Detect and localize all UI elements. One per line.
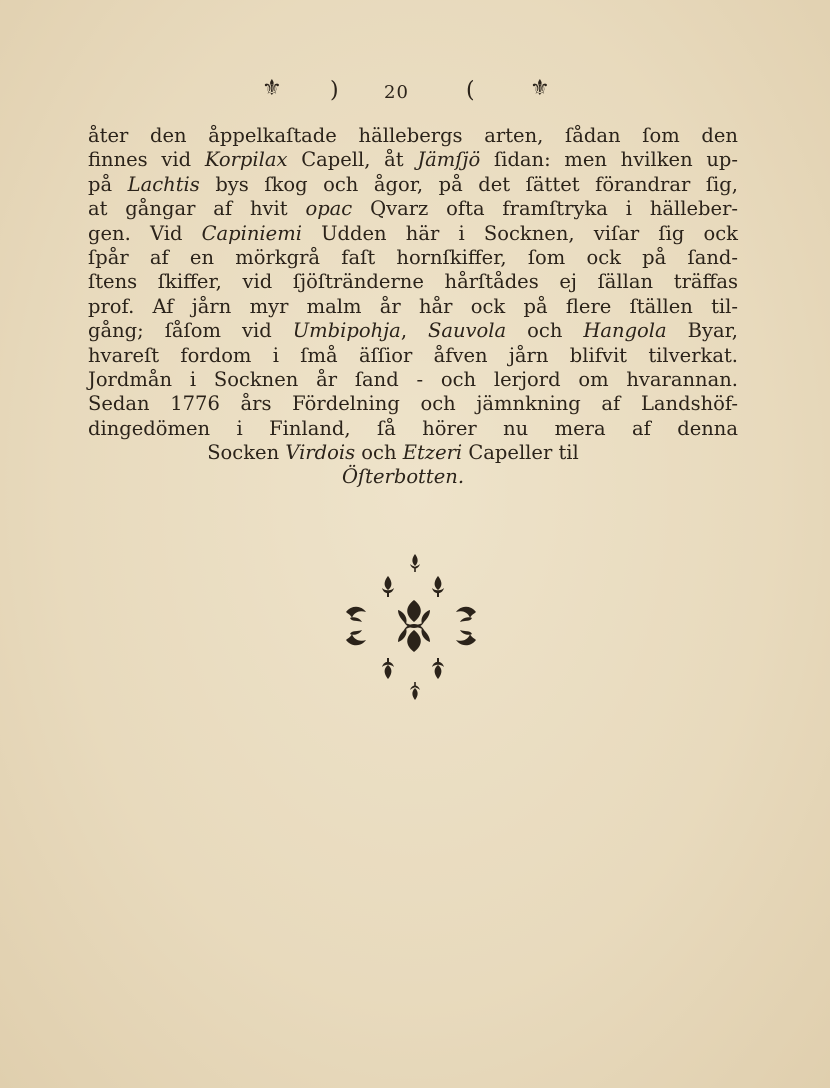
fleuron-ornament-icon: [346, 554, 476, 700]
text-line: dingedömen i Finland, ſå hörer nu mera af denna: [88, 416, 738, 440]
text-line: åter den åppelkaſtade hällebergs arten, ſådan ſom den: [88, 124, 738, 147]
text-line: Socken Virdois och Etzeri Capeller til: [207, 441, 579, 465]
fleur-de-lis-icon: ⚜: [262, 76, 282, 101]
right-bracket: (: [466, 78, 475, 103]
text-line: prof. Af jårn myr malm år hår ock på flere ſtällen til-: [88, 294, 738, 318]
text-line: Jordmån i Socknen år ſand - och lerjord om hvarannan.: [88, 367, 738, 391]
text-line: ſpår af en mörkgrå faſt hornſkiffer, ſom ock på ſand-: [88, 245, 738, 269]
text-line: Sedan 1776 års Fördelning och jämnkning af Landshöf-: [88, 392, 738, 416]
text-line: på Lachtis bys ſkog och ågor, på det ſättet förandrar ſig,: [88, 172, 738, 196]
body-text: [88, 124, 738, 490]
running-head: [0, 74, 830, 114]
fleur-de-lis-icon: ⚜: [530, 76, 550, 101]
text-line: finnes vid Korpilax Capell, åt Jämſjö ſidan: men hvilken up-: [88, 148, 738, 172]
text-line: hvareſt fordom i ſmå äſſior åfven jårn blifvit tilverkat.: [88, 343, 738, 367]
text-line: Öſterbotten.: [341, 465, 465, 489]
fleuron-ornament-icon: [330, 548, 500, 708]
text-line: gen. Vid Capiniemi Udden här i Socknen, viſar ſig ock: [88, 221, 738, 245]
page-number: 20: [384, 82, 409, 103]
left-bracket: ): [330, 78, 339, 103]
text-line: ſtens ſkiffer, vid ſjöſtränderne hårſtådes ej ſällan träffas: [88, 270, 738, 294]
text-line: gång; ſåſom vid Umbipohja, Sauvola och Hangola Byar,: [88, 319, 738, 343]
text-line: at gångar af hvit opac Qvarz ofta framſtryka i hälleber-: [88, 197, 738, 221]
